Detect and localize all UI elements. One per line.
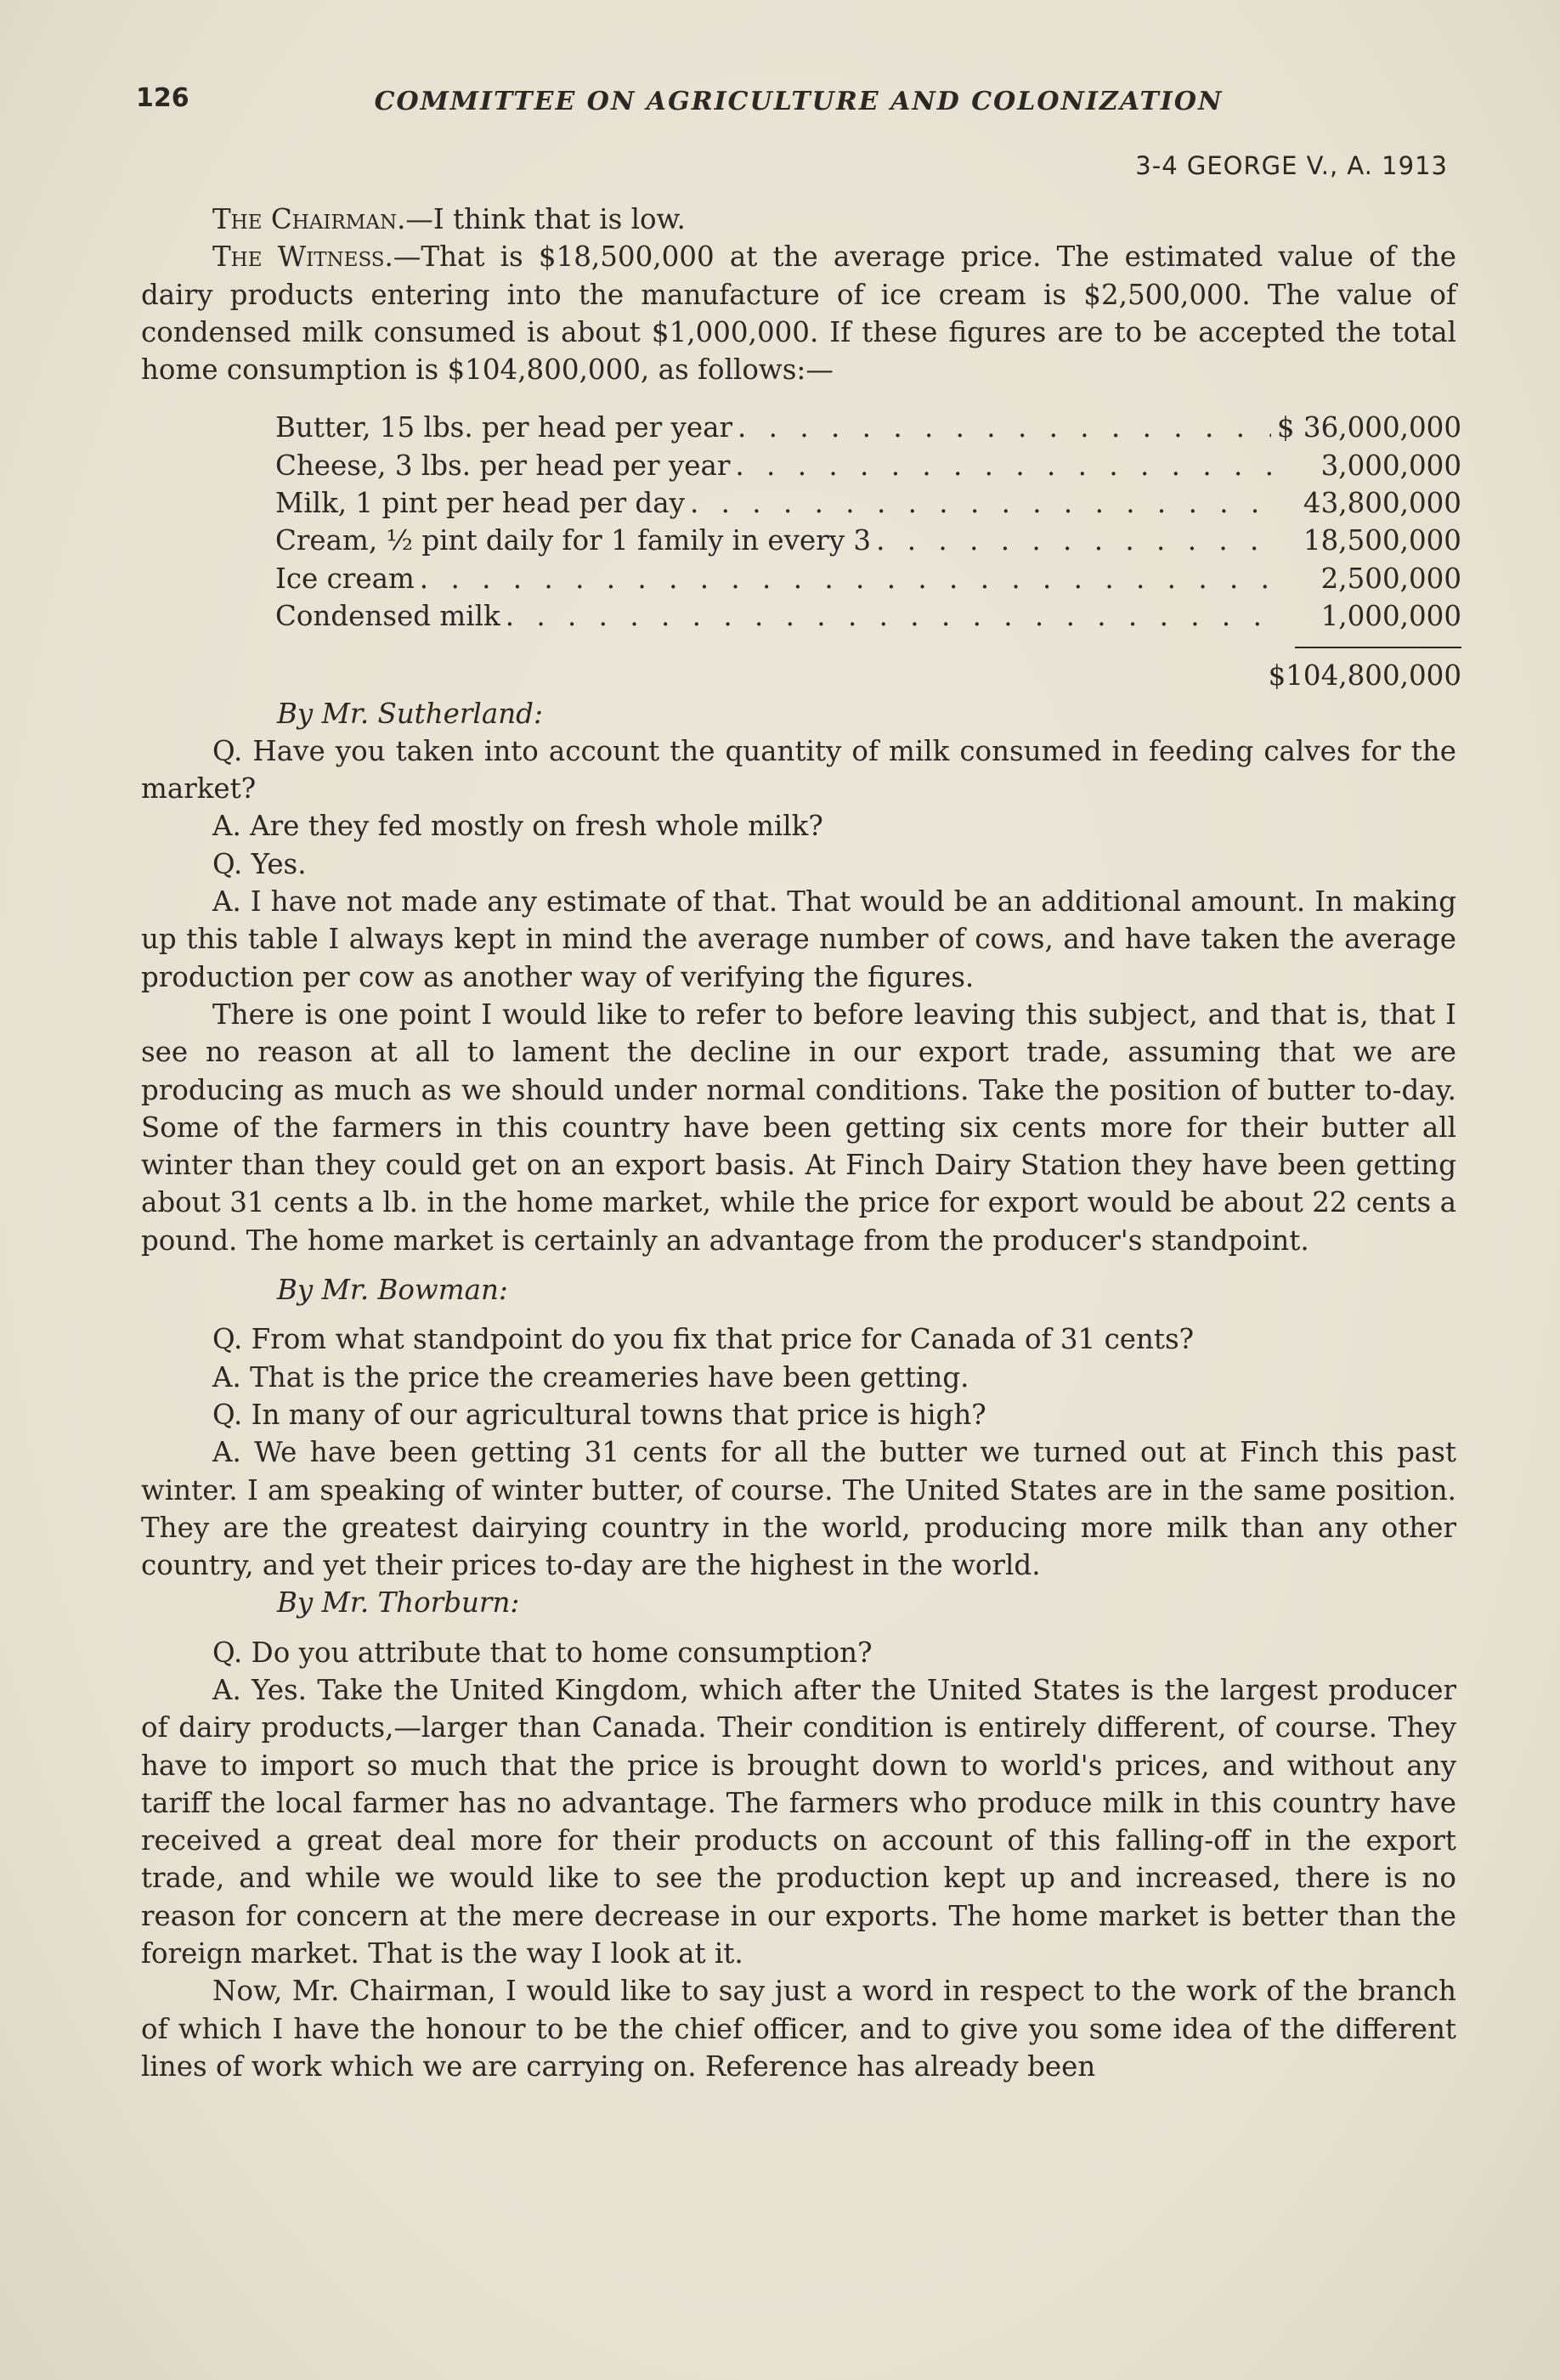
page-number: 126 <box>136 83 189 113</box>
table-row-item: Condensed milk <box>275 599 500 632</box>
table-row-value: 1,000,000 <box>1320 599 1461 632</box>
table-row-value: 18,500,000 <box>1303 524 1461 557</box>
leader-dots <box>420 560 1271 597</box>
running-title: COMMITTEE ON AGRICULTURE AND COLONIZATION <box>374 87 1224 116</box>
table-total: $104,800,000 <box>1268 659 1461 693</box>
leader-dots <box>690 484 1271 522</box>
paragraph: Q. From what standpoint do you fix that price for Canada of 31 cents? <box>212 1323 1195 1356</box>
session-reference: 3-4 GEORGE V., A. 1913 <box>1135 151 1448 180</box>
table-row-value: 2,500,000 <box>1320 562 1461 595</box>
leader-dots <box>506 597 1271 635</box>
paragraph: A. Are they fed mostly on fresh whole milk? <box>212 810 823 843</box>
paragraph: Q. Do you attribute that to home consumption? <box>212 1636 873 1669</box>
paragraph: Q. In many of our agricultural towns that price is high? <box>212 1398 986 1431</box>
table-row <box>275 484 1461 522</box>
section-heading-thorburn: By Mr. Thorburn: <box>277 1586 520 1620</box>
table-row <box>275 409 1461 446</box>
table-row-item: Milk, 1 pint per head per day <box>275 487 685 520</box>
paragraph-chairman <box>141 201 1456 238</box>
table-row <box>275 447 1461 484</box>
paragraph: A. Yes. Take the United Kingdom, which after the United States is the largest producer of dairy products,—larger than Canada. Their condition is entirely different, of course. They have to import so much that the price is brought down to world's prices, and without any tariff the local farmer has no advantage. The farmers who produce milk in this country have received a great deal more for their products on account of this falling-off in the export trade, and while we would like to see the production kept up and increased, there is no reason for concern at the mere decrease in our exports. The home market is better than the foreign market. That is the way I look at it. <box>141 1673 1456 1970</box>
table-row-item: Ice cream <box>275 562 415 595</box>
paragraph: A. I have not made any estimate of that. That would be an additional amount. In making up this table I always kept in mind the average number of cows, and have taken the average production per cow as another way of verifying the figures. <box>141 885 1456 993</box>
table-row-value: 43,800,000 <box>1303 487 1461 520</box>
table-row-value: 3,000,000 <box>1320 449 1461 482</box>
table-row-item: Cream, ½ pint daily for 1 family in every 3 <box>275 524 872 557</box>
body-text <box>141 201 1461 2085</box>
section-heading-bowman: By Mr. Bowman: <box>277 1274 508 1307</box>
speech-text: —I think that is low. <box>405 203 686 235</box>
table-row <box>275 560 1461 597</box>
total-rule <box>1295 647 1461 648</box>
paragraph-witness <box>141 238 1456 388</box>
consumption-table <box>275 409 1461 694</box>
page-header <box>136 83 1461 121</box>
paragraph: There is one point I would like to refer to before leaving this subject, and that is, that I see no reason at all to lament the decline in our export trade, assuming that we are producing as much as we should under normal conditions. Take the position of butter to-day. Some of the farmers in this country have been getting six cents more for their butter all winter than they could get on an export basis. At Finch Dairy Station they have been getting about 31 cents a lb. in the home market, while the price for export would be about 22 cents a pound. The home market is certainly an advantage from the producer's standpoint. <box>141 998 1456 1257</box>
table-row-value: $ 36,000,000 <box>1276 411 1461 444</box>
table-row-item: Butter, 15 lbs. per head per year <box>275 411 733 444</box>
paragraph: A. That is the price the creameries have been getting. <box>212 1360 969 1394</box>
leader-dots <box>738 409 1271 446</box>
leader-dots <box>735 447 1271 484</box>
section-heading-sutherland: By Mr. Sutherland: <box>277 697 543 730</box>
table-row <box>275 597 1461 635</box>
speaker-name: The Witness. <box>212 240 393 274</box>
speaker-name: The Chairman. <box>212 203 406 235</box>
paragraph: Q. Yes. <box>212 847 307 880</box>
table-row-item: Cheese, 3 lbs. per head per year <box>275 449 731 482</box>
leader-dots <box>876 522 1271 559</box>
paragraph: A. We have been getting 31 cents for all the butter we turned out at Finch this past winter. I am speaking of winter butter, of course. The United States are in the same position. They are the greatest dairying country in the world, producing more milk than any other country, and yet their prices to-day are the highest in the world. <box>141 1436 1456 1582</box>
speech-text: —That is $18,500,000 at the average price. The estimated value of the dairy products entering into the manufacture of ice cream is $2,500,000. The value of condensed milk consumed is about $1,000,000. If these figures are to be accepted the total home consumption is $104,800,000, as follows:— <box>141 240 1457 387</box>
table-row <box>275 522 1461 559</box>
paragraph: Now, Mr. Chairman, I would like to say just a word in respect to the work of the branch of which I have the honour to be the chief officer, and to give you some idea of the different lines of work which we are carrying on. Reference has already been <box>141 1975 1456 2083</box>
paragraph: Q. Have you taken into account the quantity of milk consumed in feeding calves for the market? <box>141 734 1456 806</box>
